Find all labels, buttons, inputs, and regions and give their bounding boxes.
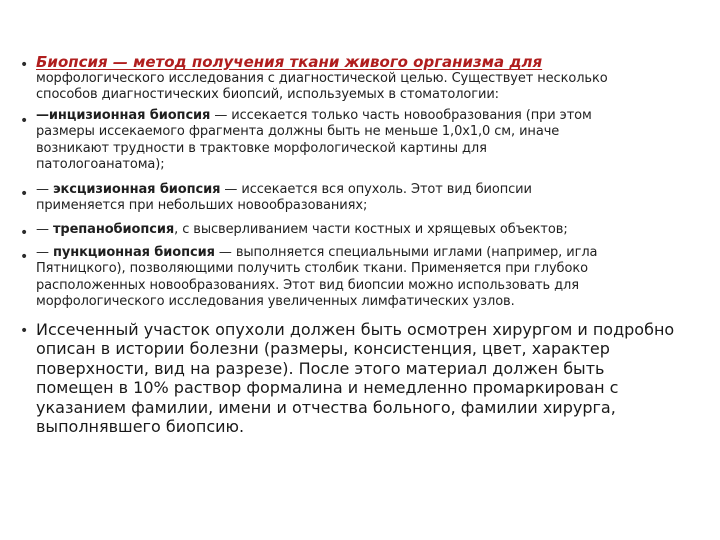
bullet-marker: • [20,186,29,202]
trephine-line-1 [36,222,686,238]
intro-line-2: способов диагностических биопсий, используемых в стоматологии: [36,87,499,103]
conclusion-line-5: указанием фамилии, имени и отчества больного, фамилии хирурга, [36,397,616,417]
trephine-line-1-rest: , с высверливанием части костных и хрящевых объектов; [174,222,568,237]
excisional-block [36,182,686,215]
intro-line-1: морфологического исследования с диагностической целью. Существует несколько [36,71,608,86]
excisional-term: эксцизионная биопсия [52,182,221,197]
bullet-marker: • [20,113,29,129]
incisional-term: —инцизионная биопсия [36,108,211,123]
incisional-line-2: размеры иссекаемого фрагмента должны быть не меньше 1,0х1,0 см, иначе [36,124,560,140]
conclusion-block [36,320,686,436]
trephine-prefix: — [36,222,53,237]
intro-block [36,53,686,104]
incisional-line-3: возникают трудности в трактовке морфологической картины для [36,140,487,156]
incisional-line-1 [36,108,686,124]
bullet-marker: • [20,225,29,241]
bullet-marker: • [20,57,29,73]
intro-body [36,71,686,104]
bullet-marker: • [20,323,29,339]
excisional-line-2: применяется при небольших новообразованиях; [36,198,368,214]
conclusion-line-4: помещен в 10% раствор формалина и немедленно промаркирован с [36,378,619,398]
puncture-term: пункционная биопсия [52,245,215,260]
puncture-block [36,245,686,311]
puncture-line-3: расположенных новообразованиях. Этот вид биопсии можно использовать для [36,277,579,293]
trephine-term: трепанобиопсия [52,222,175,237]
conclusion-line-6: выполнявшего биопсию. [36,417,245,437]
puncture-line-1 [36,245,686,261]
trephine-block [36,222,686,238]
excisional-line-1 [36,182,686,198]
excisional-prefix: — [36,182,53,197]
incisional-line-4: патологоанатома); [36,157,165,173]
conclusion-line-3: поверхности, вид на разрезе). После этого материал должен быть [36,358,605,378]
incisional-block [36,108,686,174]
excisional-line-1-rest: — иссекается вся опухоль. Этот вид биопсии [220,182,532,197]
puncture-line-2: Пятницкого), позволяющими получить столбик ткани. Применяется при глубоко [36,261,588,277]
puncture-line-4: морфологического исследования увеличенных лимфатических узлов. [36,294,515,310]
intro-title: Биопсия — метод получения ткани живого организма для [36,53,543,71]
bullet-marker: • [20,249,29,265]
puncture-line-1-rest: — выполняется специальными иглами (например, игла [214,245,598,260]
conclusion-line-1: Иссеченный участок опухоли должен быть осмотрен хирургом и подробно [36,320,675,339]
incisional-line-1-rest: — иссекается только часть новообразования (при этом [210,108,592,123]
puncture-prefix: — [36,245,53,260]
conclusion-line-2: описан в истории болезни (размеры, консистенция, цвет, характер [36,339,610,359]
